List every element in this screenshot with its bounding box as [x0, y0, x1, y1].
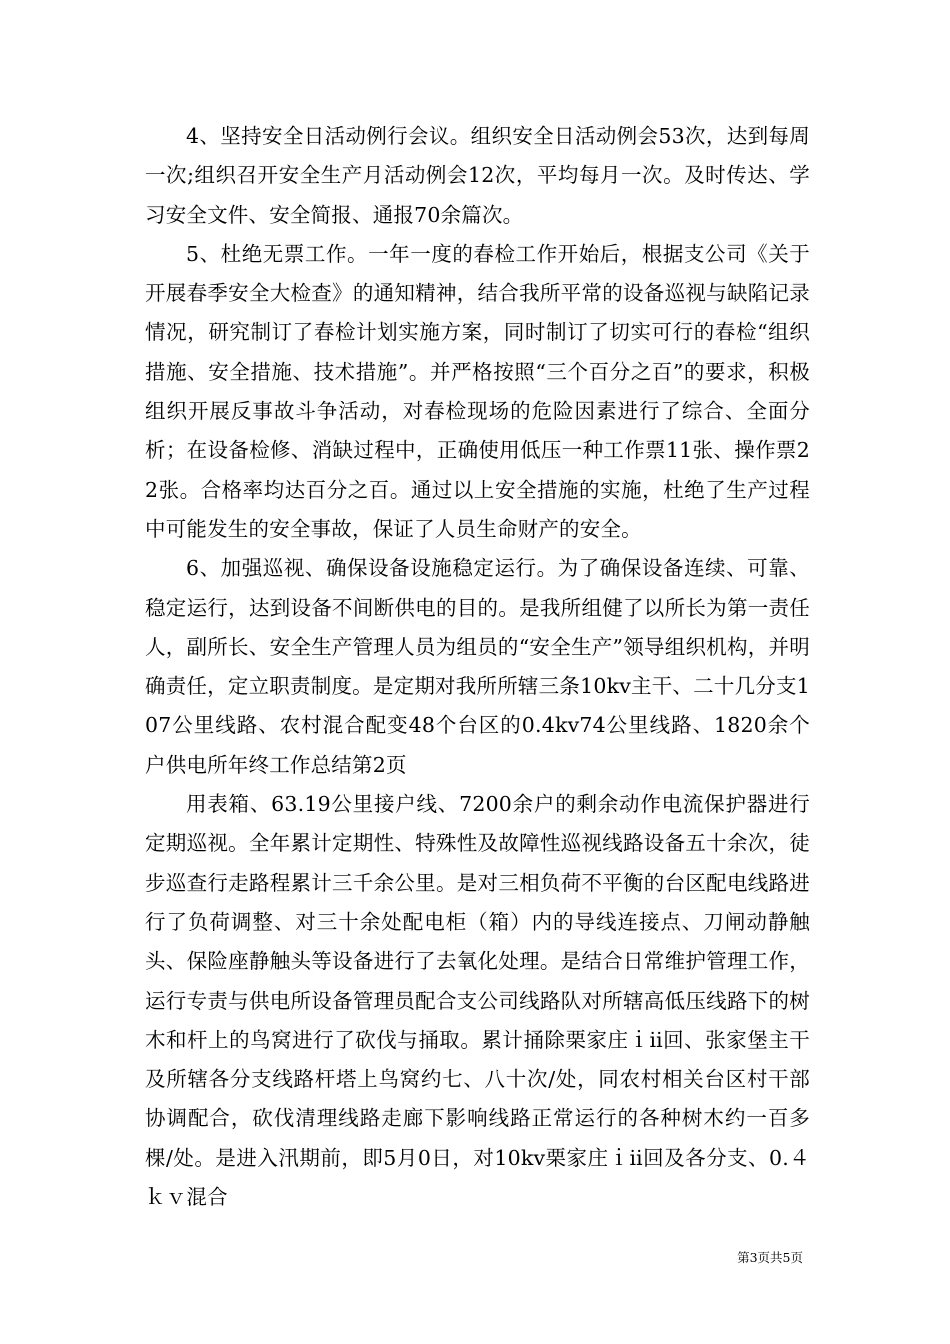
paragraph-continuation: 用表箱、63.19公里接户线、7200余户的剩余动作电流保护器进行定期巡视。全年累计定期性、特殊性及故障性巡视线路设备五十余次，徒步巡查行走路程累计三千余公里。是对三相负荷不平衡的台区配电线路进行了负荷调整、对三十余处配电柜（箱）内的导线连接点、刀闸动静触头、保险座静触头等设备进行了去氧化处理。是结合日常维护管理工作，运行专责与供电所设备管理员配合支公司线路队对所辖高低压线路下的树木和杆上的鸟窝进行了砍伐与捅取。累计捅除栗家庄ｉⅱ回、张家堡主干及所辖各分支线路杆塔上鸟窝约七、八十次/处，同农村相关台区村干部协调配合，砍伐清理线路走廊下影响线路正常运行的各种树木约一百多棵/处。是进入汛期前，即5月0日，对10kv栗家庄ｉⅱ回及各分支、0.４ｋｖ混合: [145, 792, 810, 1210]
paragraph-item-4: 4、坚持安全日活动例行会议。组织安全日活动例会53次，达到每周一次;组织召开安全生产月活动例会12次，平均每月一次。及时传达、学习安全文件、安全简报、通报70余篇次。: [145, 124, 810, 227]
paragraph-item-5: 5、杜绝无票工作。一年一度的春检工作开始后，根据支公司《关于开展春季安全大检查》的通知精神，结合我所平常的设备巡视与缺陷记录情况，研究制订了春检计划实施方案，同时制订了切实可行的春检“组织措施、安全措施、技术措施”。并严格按照“三个百分之百”的要求，积极组织开展反事故斗争活动，对春检现场的危险因素进行了综合、全面分析；在设备检修、消缺过程中，正确使用低压一种工作票11张、操作票22张。合格率均达百分之百。通过以上安全措施的实施，杜绝了生产过程中可能发生的安全事故，保证了人员生命财产的安全。: [145, 241, 810, 541]
document-body: [145, 117, 810, 1217]
page-number-footer: 第3页共5页: [737, 1250, 803, 1265]
paragraph-item-6: 6、加强巡视、确保设备设施稳定运行。为了确保设备连续、可靠、稳定运行，达到设备不间断供电的目的。是我所组健了以所长为第一责任人，副所长、安全生产管理人员为组员的“安全生产”领导组织机构，并明确责任，定立职责制度。是定期对我所所辖三条10kv主干、二十几分支107公里线路、农村混合配变48个台区的0.4kv74公里线路、1820余个户供电所年终工作总结第2页: [145, 556, 810, 777]
